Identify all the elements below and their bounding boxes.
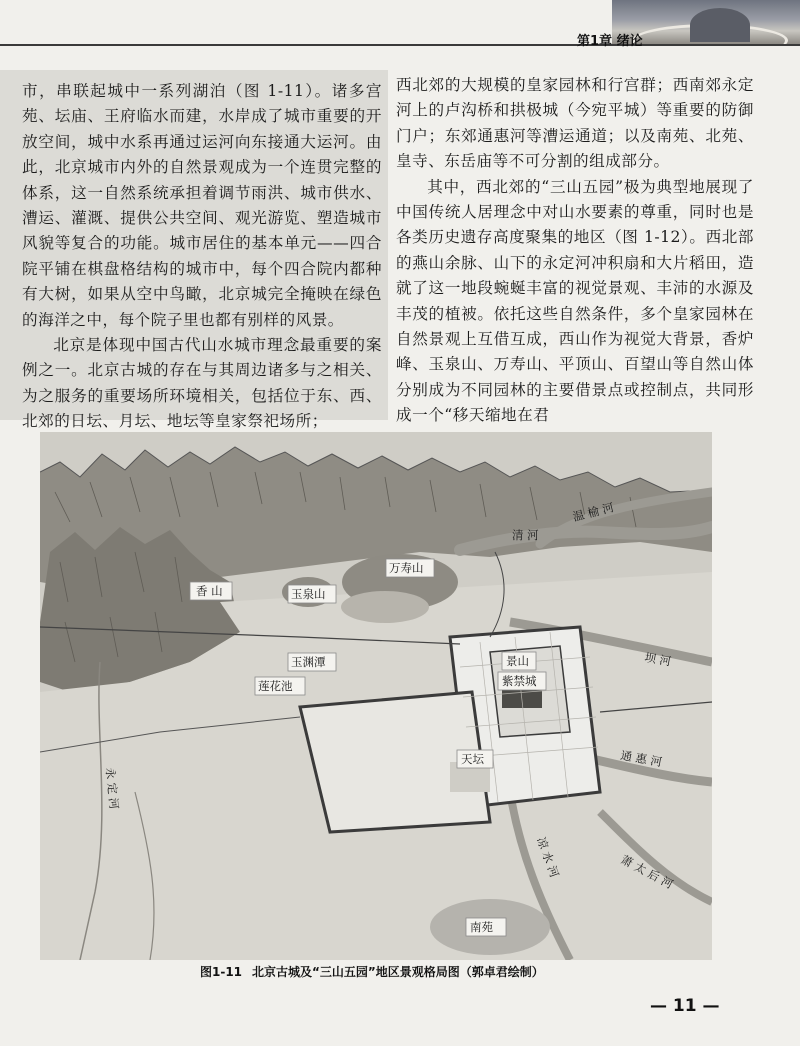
figure-caption <box>200 963 544 980</box>
map-label-yongdinghe: 永 定 河 <box>103 766 122 810</box>
map-label-yuyuantan <box>288 653 336 671</box>
map-label-liangshuihe: 凉 水 河 <box>534 835 562 880</box>
map-label-jingshan <box>502 652 536 670</box>
svg-text:天坛: 天坛 <box>461 752 484 766</box>
map-label-bahe: 坝 河 <box>643 650 673 669</box>
svg-text:玉泉山: 玉泉山 <box>291 587 326 601</box>
map-label-wenyuhe: 温 榆 河 <box>571 500 616 524</box>
chapter-label: 第1章 绪论 <box>577 34 643 49</box>
svg-text:景山: 景山 <box>506 654 529 668</box>
paragraph: 其中，西北郊的“三山五园”极为典型地展现了中国传统人居理念中对山水要素的尊重，同时也是各类历史遗存高度聚集的地区（图 1-12）。西北部的燕山余脉、山下的永定河冲积扇和大片稻田，造就了这一地段蜿蜒丰富的视觉景观、丰沛的水源及丰茂的植被。依托这些自然条件，多个皇家园林在自然景观上互借互成，西山作为视觉大背景，香炉峰、玉泉山、万寿山、平顶山、百望山等自然山体分别成为不同园林的主要借景点或控制点，共同形成一个“移天缩地在君 <box>396 177 754 425</box>
map-figure <box>40 432 712 960</box>
map-label-nanyuan <box>466 918 506 936</box>
svg-text:莲花池: 莲花池 <box>258 679 293 693</box>
figure-caption-text: 北京古城及“三山五园”地区景观格局图（郭卓君绘制） <box>252 965 544 979</box>
svg-text:玉渊潭: 玉渊潭 <box>291 655 326 669</box>
right-column <box>396 73 754 429</box>
map-label-qinghe: 清 河 <box>512 528 539 542</box>
map-label-xiaotaihouhe: 萧 太 后 河 <box>618 852 676 892</box>
page-header <box>0 0 800 49</box>
header-rule <box>0 44 800 46</box>
left-column <box>22 79 382 435</box>
map-label-wanshoushan <box>386 559 434 577</box>
paragraph: 市，串联起城中一系列湖泊（图 1-11）。诸多宫苑、坛庙、王府临水而建，水岸成了城市重要的开放空间，城中水系再通过运河向东接通大运河。由此，北京城市内外的自然景观成为一个连贯完整的体系，这一自然系统承担着调节雨洪、城市供水、漕运、灌溉、提供公共空间、观光游览、塑造城市风貌等复合的功能。城市居住的基本单元——四合院平铺在棋盘格结构的城市中，每个四合院内都种有大树，如果从空中鸟瞰，北京城完全掩映在绿色的海洋之中，每个院子里也都有别样的风景。 <box>22 82 382 329</box>
svg-text:万寿山: 万寿山 <box>389 561 424 575</box>
paragraph: 北京是体现中国古代山水城市理念最重要的案例之一。北京古城的存在与其周边诸多与之相关、为之服务的重要场所环境相关，包括位于东、西、北郊的日坛、月坛、地坛等皇家祭祀场所； <box>22 336 382 431</box>
figure-number: 图1-11 <box>200 965 243 979</box>
map-label-zijincheng <box>498 672 546 690</box>
map-label-tiantan <box>457 750 493 768</box>
map-label-yuquanshan <box>288 585 336 603</box>
svg-text:香 山: 香 山 <box>196 584 223 598</box>
landscape-map-illustration <box>40 432 712 960</box>
page-number: — 11 — <box>650 996 720 1016</box>
svg-text:紫禁城: 紫禁城 <box>502 674 537 688</box>
map-label-xiangshan <box>190 582 232 600</box>
map-label-lianhuachi <box>255 677 305 695</box>
paragraph: 西北郊的大规模的皇家园林和行宫群；西南郊永定河上的卢沟桥和拱极城（今宛平城）等重要的防御门户；东郊通惠河等漕运通道；以及南苑、北苑、皇寺、东岳庙等不可分割的组成部分。 <box>396 76 754 171</box>
map-label-tonghuihe: 通 惠 河 <box>619 748 664 770</box>
svg-text:南苑: 南苑 <box>470 920 493 934</box>
